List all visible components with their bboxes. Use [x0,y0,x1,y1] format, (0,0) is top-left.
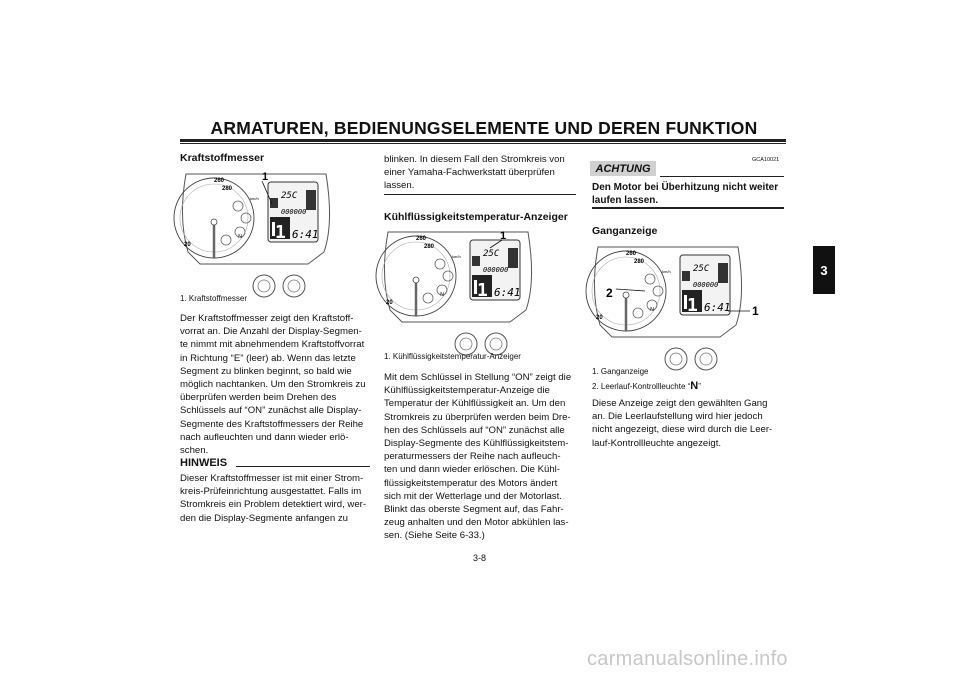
odo-readout: 000000 [281,208,307,216]
speed-260-label: 260 [214,178,225,184]
speed-280-label: 280 [424,244,435,250]
achtung-text [592,181,792,207]
kmh-label: km/h [662,269,671,274]
gear-indicator-body [592,397,792,450]
body-line: zeug anhalten und den Motor abkühlen las- [384,517,569,529]
body-line: sen. (Siehe Seite 6-33.) [384,530,485,542]
coolant-caption: 1. Kühlflüssigkeitstemperatur-Anzeiger [384,352,521,361]
temp-readout: 25C [693,264,710,274]
achtung-code: GCA10021 [752,157,780,163]
body-line: an. Die Leerlaufstellung wird hier jedoch [592,411,763,423]
continued-line: blinken. In diesem Fall den Stromkreis von [384,154,565,165]
body-line: nicht angezeigt, diese wird durch die Leer- [592,424,773,436]
speed-20-label: 20 [596,315,603,321]
fuel-meter-caption: 1. Kraftstoffmesser [180,294,247,303]
body-line: überprüfen werden beim Drehen des [180,392,337,404]
kmh-label: km/h [452,254,461,259]
header-rule [180,139,786,142]
speed-280-label: 280 [222,186,233,192]
speed-260-label: 260 [416,236,427,242]
gear-readout: 1 [275,222,286,243]
neutral-lamp-label: N [650,307,654,313]
gear-caption-2 [592,380,701,392]
speed-280-label: 280 [634,259,645,265]
body-line: Der Kraftstoffmesser zeigt den Kraftstoff- [180,313,354,324]
hinweis-rule [236,466,370,467]
body-line: sich mit der Wetterlage und der Motorlast. [384,490,562,502]
watermark: carmanualsonline.info [587,648,788,670]
body-line: Segment zu blinken beginnt, so bald wie [180,365,352,377]
clock-readout: 6:41 [704,301,731,314]
continued-line: lassen. [384,180,415,192]
odo-readout: 000000 [693,281,719,289]
body-line: lauf-Kontrollleuchte angezeigt. [592,437,722,449]
fuel-meter-figure [178,168,338,304]
body-line: Kühlflüssigkeitstemperatur-Anzeige die [384,385,550,397]
continued-text [384,153,584,193]
gear-indicator-heading: Ganganzeige [592,225,658,237]
gear-readout: 1 [477,280,488,301]
clock-readout: 6:41 [494,286,521,299]
speed-20-label: 20 [184,242,191,248]
achtung-rule [660,176,784,177]
achtung-label: ACHTUNG [590,161,656,176]
body-line: ten und dann wieder erlöschen. Die Kühl- [384,464,560,476]
body-line: in Richtung “E” (leer) ab. Wenn das letzte [180,352,356,364]
body-line: flüssigkeitstemperatur des Motors ändert [384,477,558,489]
body-line: Schlüssels auf “ON” zunächst alle Display- [180,405,362,417]
page-number: 3-8 [473,553,487,563]
body-line: te nimmt mit abnehmendem Kraftstoffvorrat [180,339,365,351]
temp-readout: 25C [281,191,298,201]
body-line: peraturmessers der Reihe nach aufleuch- [384,451,561,463]
neutral-symbol: N [690,380,699,392]
body-line: Segmente des Kraftstoffmessers der Reihe [180,418,364,430]
hinweis-body [180,472,380,525]
hinweis-label: HINWEIS [180,457,228,469]
achtung-line: laufen lassen. [592,195,659,206]
odo-readout: 000000 [483,266,509,274]
body-line: Display-Segmente des Kühlflüssigkeitstem- [384,438,569,450]
section-rule [384,194,576,195]
body-line: nach aufleuchten und dann wieder erlö- [180,431,349,443]
coolant-heading: Kühlflüssigkeitstemperatur-Anzeiger [384,211,568,223]
body-line: Blinkt das oberste Segment auf, das Fahr- [384,504,564,516]
body-line: möglich nachtanken. Um den Stromkreis zu [180,379,366,391]
body-line: Temperatur der Kühlflüssigkeit an. Um den [384,398,566,410]
gear-indicator-figure [590,241,759,377]
temp-readout: 25C [483,249,500,259]
note-line: Stromkreis ein Problem detektiert wird, wer- [180,499,367,511]
page-header-title: ARMATUREN, BEDIENUNGSELEMENTE UND DEREN FUNKTION [210,118,758,138]
note-line: Dieser Kraftstoffmesser ist mit einer Strom- [180,473,364,484]
kmh-label: km/h [250,196,259,201]
body-line: Stromkreis zu überprüfen werden beim Dre- [384,411,571,423]
coolant-body [384,371,584,543]
chapter-tab: 3 [813,246,835,294]
body-line: hen des Schlüssels auf “ON” zunächst alle [384,424,565,436]
achtung-bottom-rule [592,207,784,209]
note-line: kreis-Prüfeinrichtung ausgestattet. Falls im [180,486,362,498]
figure-callout-1: 1 [262,171,269,183]
body-line: Mit dem Schlüssel in Stellung “ON” zeigt die [384,372,572,383]
achtung-line: Den Motor bei Überhitzung nicht weiter [592,182,779,193]
caption-2-text: 2. Leerlauf-Kontrollleuchte “ [592,382,691,391]
note-line: den die Display-Segmente anfangen zu [180,512,349,524]
figure-callout-1: 1 [500,230,507,242]
figure-callout-1: 1 [752,304,759,318]
speed-20-label: 20 [386,300,393,306]
header-rule-thin [180,143,786,144]
body-line: Diese Anzeige zeigt den gewählten Gang [592,398,768,409]
neutral-lamp-label: N [238,234,242,240]
coolant-figure [380,226,540,362]
fuel-meter-heading: Kraftstoffmesser [180,152,265,164]
speed-260-label: 260 [626,251,637,257]
gear-caption-1: 1. Ganganzeige [592,367,649,376]
body-line: vorrat an. Die Anzahl der Display-Segmen- [180,326,362,338]
continued-line: einer Yamaha-Fachwerkstatt überprüfen [384,167,555,179]
fuel-meter-body [180,312,380,457]
clock-readout: 6:41 [292,228,319,241]
caption-2-end: ” [698,382,701,391]
neutral-lamp-label: N [440,292,444,298]
body-line: schen. [180,445,209,457]
gear-readout: 1 [687,295,698,316]
figure-callout-2: 2 [606,286,613,300]
